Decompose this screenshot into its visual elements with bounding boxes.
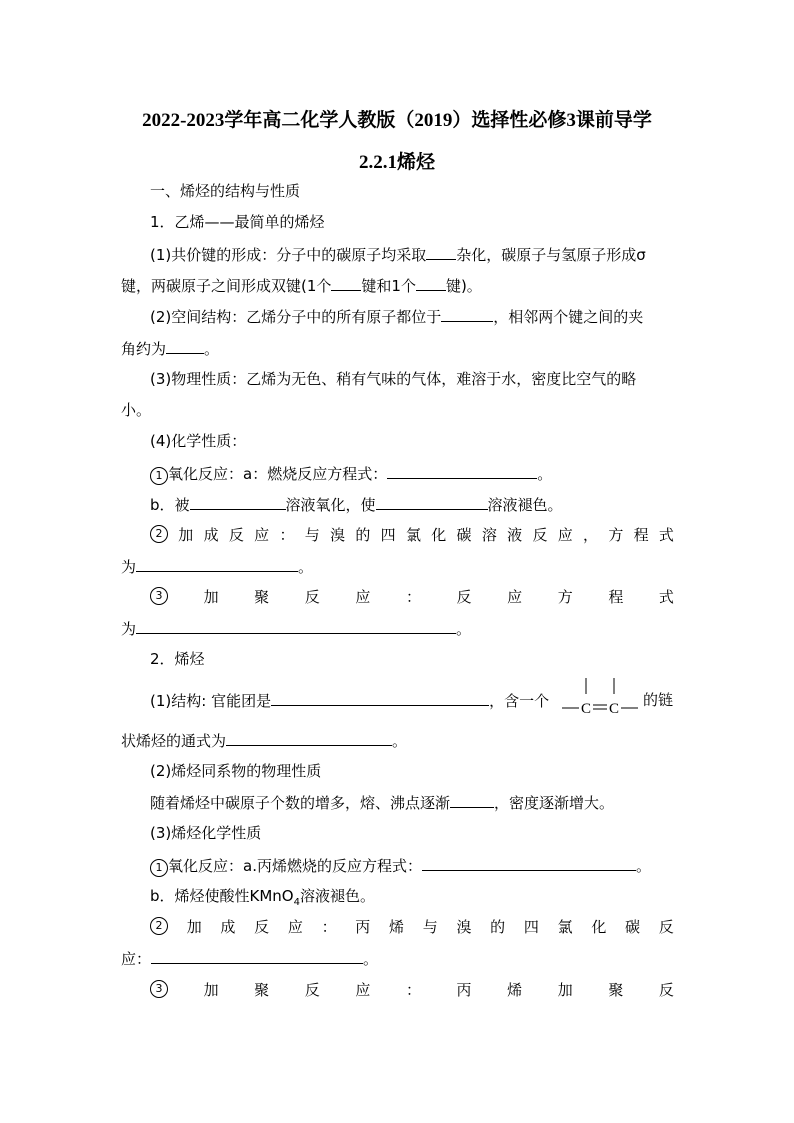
blank[interactable]	[450, 792, 494, 808]
spaced-char: 成	[220, 918, 236, 936]
circled-number: 3	[150, 587, 168, 605]
text: ，相邻两个键之间的夹	[493, 308, 644, 326]
paragraph: (2)烯烃同系物的物理性质	[150, 762, 322, 780]
justified-line	[150, 980, 674, 1000]
spaced-char: 成	[203, 526, 219, 544]
text: 溶液褪色。	[487, 496, 563, 514]
spaced-char: 碳	[625, 918, 641, 936]
text: 为	[121, 620, 137, 638]
text: 。	[298, 558, 314, 576]
text: 氧化反应：a.丙烯燃烧的反应方程式：	[168, 857, 422, 875]
spaced-char: 的	[490, 918, 506, 936]
spaced-char: 应	[507, 588, 523, 606]
text: 随着烯烃中碳原子个数的增多，熔、沸点逐渐	[150, 794, 451, 812]
spaced-char: 式	[658, 588, 674, 606]
text: 键和1个	[361, 277, 416, 295]
alkene-double-bond-formula	[562, 676, 640, 716]
text: 。	[392, 732, 408, 750]
paragraph	[150, 306, 643, 327]
paragraph	[121, 556, 313, 577]
blank[interactable]	[387, 463, 537, 479]
spaced-char: ：	[321, 918, 337, 936]
paragraph	[150, 690, 549, 711]
paragraph	[150, 494, 563, 515]
spaced-char: 聚	[608, 981, 624, 999]
blank[interactable]	[426, 244, 456, 260]
spaced-char: 程	[608, 588, 624, 606]
spaced-char: 溴	[330, 526, 346, 544]
spaced-char: 应	[557, 526, 573, 544]
spaced-char: 反	[456, 588, 472, 606]
text: 溶液褪色。	[300, 887, 376, 905]
circled-number: 2	[150, 917, 168, 935]
text: 氧化反应：a：燃烧反应方程式：	[168, 465, 388, 483]
subsection-heading: 1．乙烯——最简单的烯烃	[150, 213, 325, 231]
paragraph: 小。	[121, 401, 152, 419]
spaced-char: 的	[355, 526, 371, 544]
paragraph	[121, 275, 482, 296]
doc-title: 2022-2023学年高二化学人教版（2019）选择性必修3课前导学	[142, 110, 652, 131]
spaced-char: 加	[203, 981, 219, 999]
paragraph	[121, 618, 471, 639]
spaced-char: 聚	[254, 588, 270, 606]
blank[interactable]	[226, 730, 392, 746]
text: 杂化，碳原子与氢原子形成σ	[456, 246, 646, 264]
spaced-char: 丙	[355, 918, 371, 936]
circled-number: 2	[150, 525, 168, 543]
spaced-char: 反	[228, 526, 244, 544]
text: 溶液氧化，使	[285, 496, 376, 514]
text: 。	[363, 950, 379, 968]
text: 角约为	[121, 340, 167, 358]
justified-line	[150, 587, 674, 607]
paragraph	[121, 338, 219, 359]
blank[interactable]	[422, 855, 636, 871]
blank[interactable]	[331, 275, 361, 291]
text: b．烯烃使酸性KMnO	[150, 887, 294, 905]
blank[interactable]	[441, 306, 493, 322]
section-heading: 一、烯烃的结构与性质	[150, 182, 301, 200]
spaced-char: 烯	[507, 981, 523, 999]
paragraph	[150, 855, 651, 877]
spaced-char: 反	[658, 918, 674, 936]
blank[interactable]	[136, 556, 298, 572]
text: 键)。	[445, 277, 482, 295]
spaced-char: 反	[304, 981, 320, 999]
spaced-char: 加	[203, 588, 219, 606]
paragraph	[121, 730, 407, 751]
spaced-char: 反	[532, 526, 548, 544]
spaced-char: 反	[658, 981, 674, 999]
text: b．被	[150, 496, 190, 514]
text: 。	[537, 465, 553, 483]
paragraph	[121, 948, 378, 969]
circled-number: 1	[150, 467, 168, 485]
blank[interactable]	[151, 948, 363, 964]
blank[interactable]	[416, 275, 446, 291]
circled-number: 3	[150, 980, 168, 998]
carbon-atom: C	[609, 701, 620, 716]
paragraph: (3)烯烃化学性质	[150, 824, 262, 842]
spaced-char: 方	[608, 526, 624, 544]
spaced-char: ：	[405, 588, 421, 606]
spaced-char: 加	[186, 918, 202, 936]
doc-subtitle: 2.2.1烯烃	[358, 152, 435, 173]
spaced-char: 应	[254, 526, 270, 544]
spaced-char: 化	[431, 526, 447, 544]
spaced-char: 方	[557, 588, 573, 606]
carbon-atom: C	[581, 701, 592, 716]
text: 应：	[121, 950, 152, 968]
justified-line	[150, 525, 674, 545]
spaced-char: 应	[355, 981, 371, 999]
spaced-char: 程	[633, 526, 649, 544]
text: ，含一个	[489, 692, 550, 710]
spaced-char: 液	[507, 526, 523, 544]
text: 键，两碳原子之间形成双键(1个	[121, 277, 332, 295]
paragraph	[150, 244, 646, 265]
spaced-char: 反	[304, 588, 320, 606]
blank[interactable]	[376, 494, 488, 510]
spaced-char: 四	[523, 918, 539, 936]
paragraph: (3)物理性质：乙烯为无色、稍有气味的气体，难溶于水，密度比空气的略	[150, 370, 637, 388]
spaced-char: 加	[178, 526, 194, 544]
spaced-char: ，	[583, 526, 599, 544]
blank[interactable]	[166, 338, 204, 354]
paragraph	[150, 463, 552, 485]
paragraph: (4)化学性质：	[150, 432, 247, 450]
text: 为	[121, 558, 137, 576]
spaced-char: 溴	[456, 918, 472, 936]
blank[interactable]	[136, 618, 456, 634]
text: ，密度逐渐增大。	[494, 794, 615, 812]
text: 。	[635, 857, 651, 875]
spaced-char: 烯	[389, 918, 405, 936]
spaced-char: 应	[287, 918, 303, 936]
justified-line	[150, 917, 674, 937]
text: (1)共价键的形成：分子中的碳原子均采取	[150, 246, 427, 264]
spaced-char: 溶	[481, 526, 497, 544]
spaced-char: 聚	[254, 981, 270, 999]
spaced-char: 四	[380, 526, 396, 544]
spaced-char: ：	[405, 981, 421, 999]
spaced-char: 碳	[456, 526, 472, 544]
spaced-char: 氯	[557, 918, 573, 936]
subscript: 4	[293, 897, 300, 908]
spaced-char: 应	[355, 588, 371, 606]
circled-number: 1	[150, 859, 168, 877]
spaced-char: 化	[591, 918, 607, 936]
blank[interactable]	[271, 690, 489, 706]
spaced-char: 丙	[456, 981, 472, 999]
paragraph	[150, 886, 375, 913]
spaced-char: 与	[304, 526, 320, 544]
text: (1)结构: 官能团是	[150, 692, 272, 710]
subsection-heading: 2．烯烃	[150, 650, 205, 668]
text: 的链	[643, 691, 674, 709]
text: 。	[204, 340, 220, 358]
spaced-char: 氯	[405, 526, 421, 544]
blank[interactable]	[190, 494, 286, 510]
spaced-char: 与	[422, 918, 438, 936]
spaced-char: ：	[279, 526, 295, 544]
spaced-char: 反	[254, 918, 270, 936]
spaced-char: 加	[557, 981, 573, 999]
text: 状烯烃的通式为	[121, 732, 227, 750]
text: (2)空间结构：乙烯分子中的所有原子都位于	[150, 308, 442, 326]
text: 。	[456, 620, 472, 638]
paragraph	[150, 792, 614, 813]
spaced-char: 式	[658, 526, 674, 544]
